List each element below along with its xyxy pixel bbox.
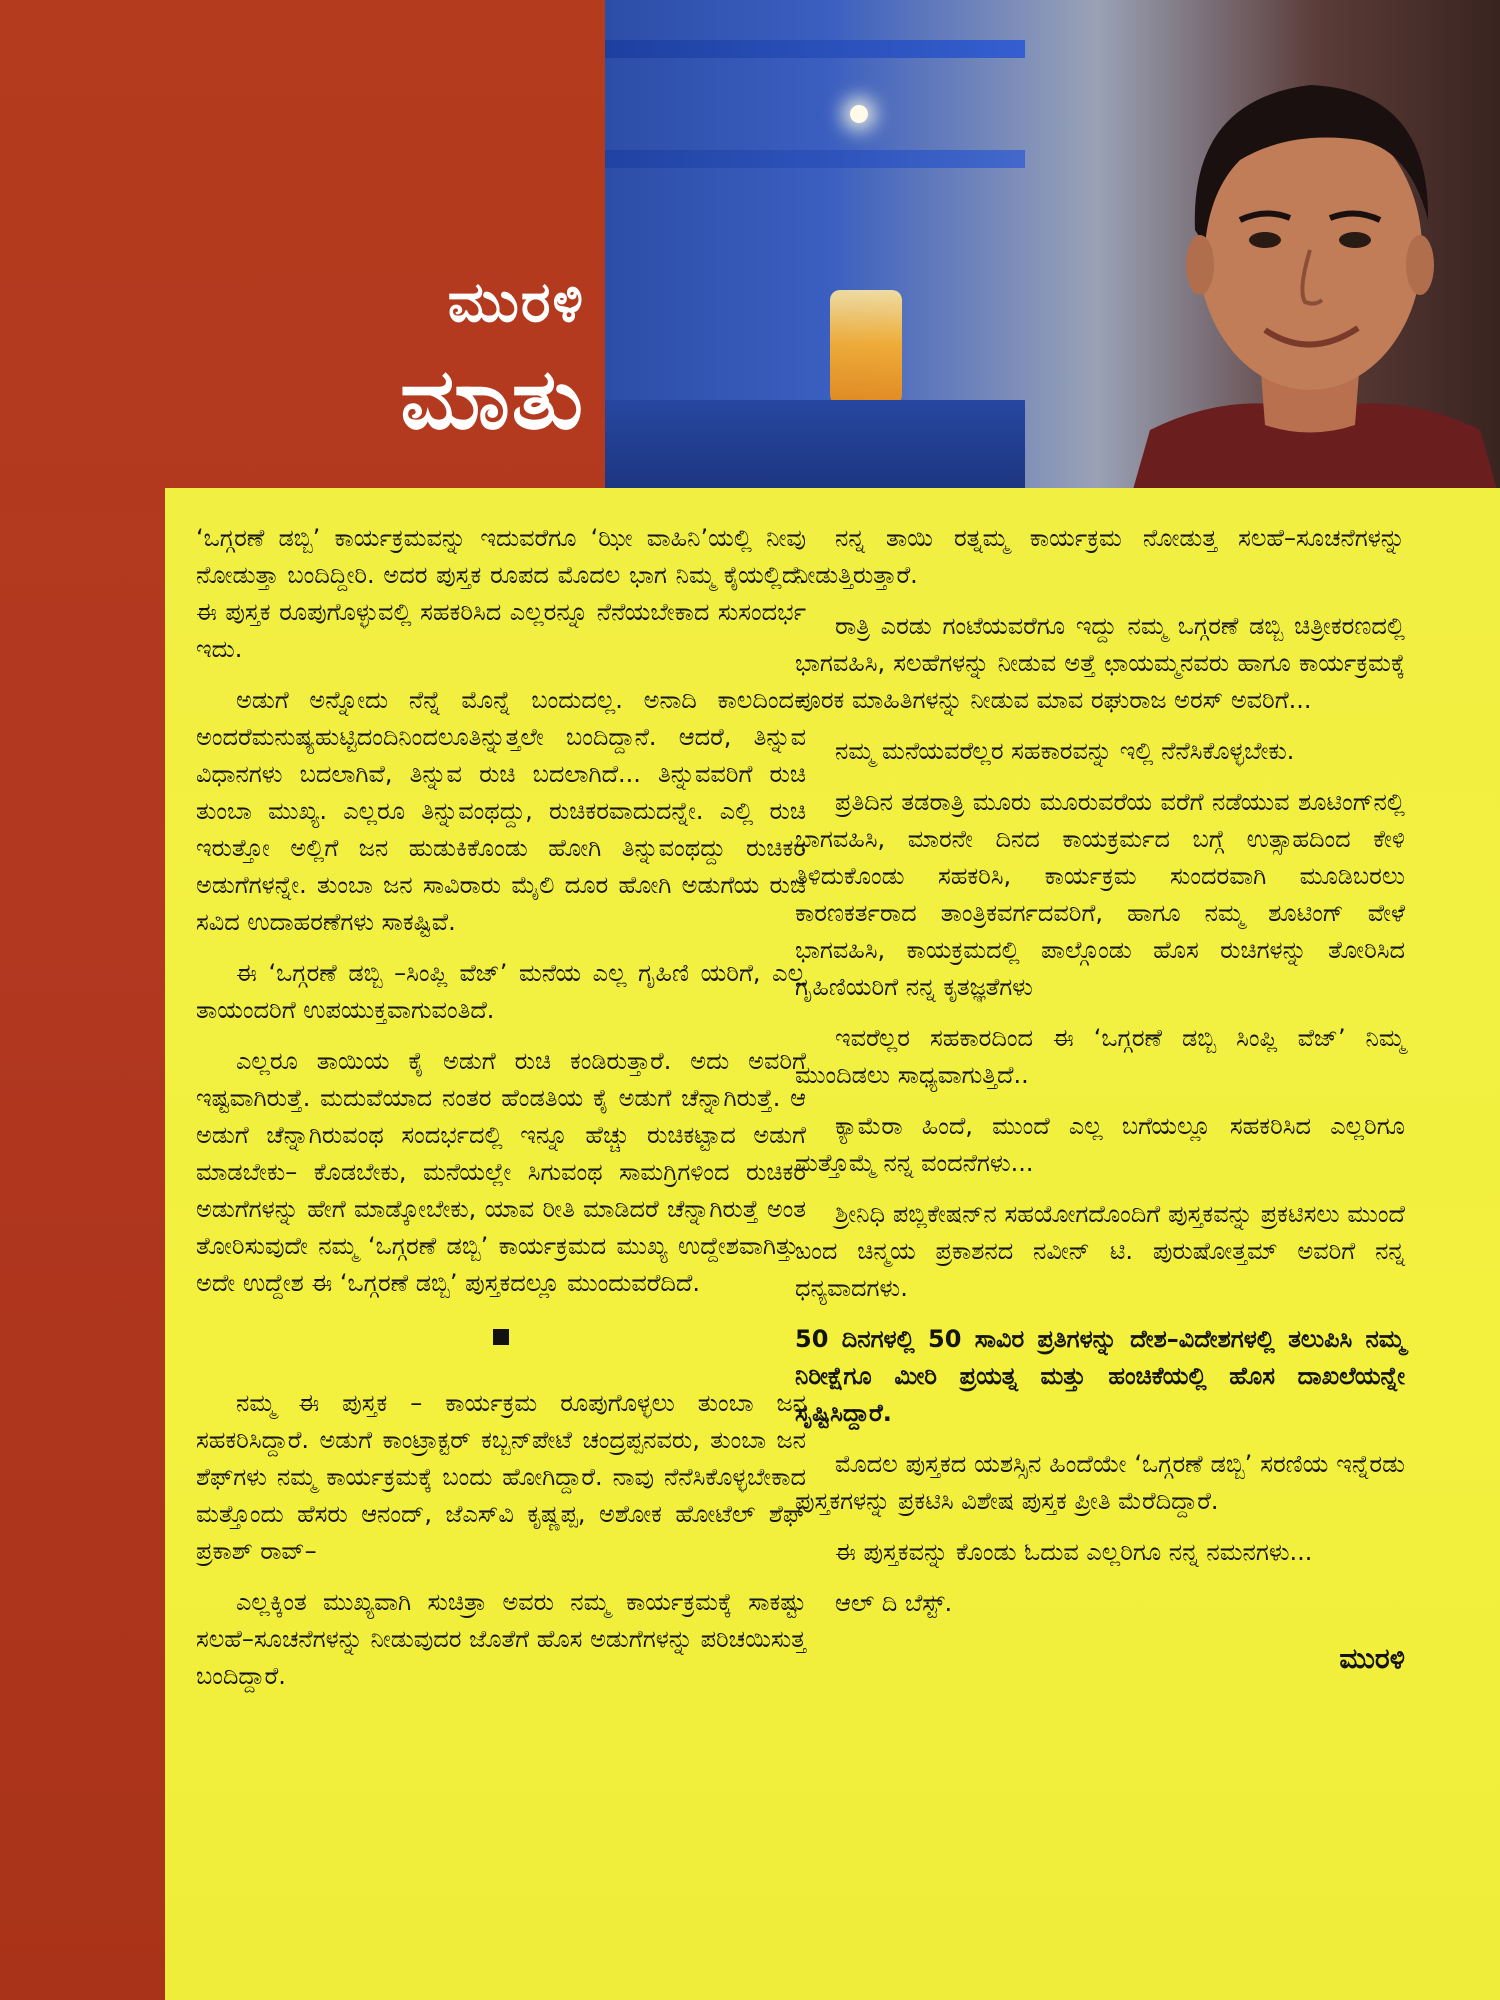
paragraph: ಎಲ್ಲರೂ ತಾಯಿಯ ಕೈ ಅಡುಗೆ ರುಚಿ ಕಂಡಿರುತ್ತಾರೆ. ಅದು ಅವರಿಗೆ ಇಷ್ಟವಾಗಿರುತ್ತೆ. ಮದುವೆಯಾದ ನಂತರ ಹೆಂಡತಿಯ ಕೈ ಅಡುಗೆ ಚೆನ್ನಾಗಿರುತ್ತೆ. ಆ ಅಡುಗೆ ಚೆನ್ನಾಗಿರುವಂಥ ಸಂದರ್ಭದಲ್ಲಿ ಇನ್ನೂ ಹೆಚ್ಚು ರುಚಿಕಟ್ಟಾದ ಅಡುಗೆ ಮಾಡಬೇಕು– ಕೊಡಬೇಕು, ಮನೆಯಲ್ಲೇ ಸಿಗುವಂಥ ಸಾಮಗ್ರಿಗಳಿಂದ ರುಚಿಕರ ಅಡುಗೆಗಳನ್ನು ಹೇಗೆ ಮಾಡ್ಕೋಬೇಕು, ಯಾವ ರೀತಿ ಮಾಡಿದರೆ ಚೆನ್ನಾಗಿರುತ್ತೆ ಅಂತ ತೋರಿಸುವುದೇ ನಮ್ಮ ‘ಒಗ್ಗರಣೆ ಡಬ್ಬಿ’ ಕಾರ್ಯಕ್ರಮದ ಮುಖ್ಯ ಉದ್ದೇಶವಾಗಿತ್ತು. ಅದೇ ಉದ್ದೇಶ ಈ ‘ಒಗ್ಗರಣೆ ಡಬ್ಬಿ’ ಪುಸ್ತಕದಲ್ಲೂ ಮುಂದುವರೆದಿದೆ. [196, 1047, 806, 1297]
paragraph: ‘ಒಗ್ಗರಣೆ ಡಬ್ಬಿ’ ಕಾರ್ಯಕ್ರಮವನ್ನು ಇದುವರೆಗೂ ‘ಝೀ ವಾಹಿನಿ’ಯಲ್ಲಿ ನೀವು ನೋಡುತ್ತಾ ಬಂದಿದ್ದೀರಿ. ಅದರ ಪುಸ್ತಕ ರೂಪದ ಮೊದಲ ಭಾಗ ನಿಮ್ಮ ಕೈಯಲ್ಲಿದೆ. ಈ ಪುಸ್ತಕ ರೂಪುಗೊಳ್ಳುವಲ್ಲಿ ಸಹಕರಿಸಿದ ಎಲ್ಲರನ್ನೂ ನೆನೆಯಬೇಕಾದ ಸುಸಂದರ್ಭ ಇದು. [196, 524, 806, 663]
paragraph: ಕ್ಯಾಮೆರಾ ಹಿಂದೆ, ಮುಂದೆ ಎಲ್ಲ ಬಗೆಯಲ್ಲೂ ಸಹಕರಿಸಿದ ಎಲ್ಲರಿಗೂ ಮತ್ತೊಮ್ಮೆ ನನ್ನ ವಂದನೆಗಳು... [795, 1112, 1405, 1177]
section-divider [196, 1320, 806, 1357]
paragraph: ನಮ್ಮ ಮನೆಯವರೆಲ್ಲರ ಸಹಕಾರವನ್ನು ಇಲ್ಲಿ ನೆನೆಸಿಕೊಳ್ಳಬೇಕು. [835, 737, 1295, 765]
counter-decor [605, 400, 1025, 488]
paragraph: ರಾತ್ರಿ ಎರಡು ಗಂಟೆಯವರೆಗೂ ಇದ್ದು ನಮ್ಮ ಒಗ್ಗರಣೆ ಡಬ್ಬಿ ಚಿತ್ರೀಕರಣದಲ್ಲಿ ಭಾಗವಹಿಸಿ, ಸಲಹೆಗಳನ್ನು ನೀಡುವ ಅತ್ತೆ ಛಾಯಮ್ಮನವರು ಹಾಗೂ ಕಾರ್ಯಕ್ರಮಕ್ಕೆ ಪೂರಕ ಮಾಹಿತಿಗಳನ್ನು ನೀಡುವ ಮಾವ ರಘುರಾಜ ಅರಸ್ ಅವರಿಗೆ... [795, 612, 1405, 714]
page-title-line2: ಮಾತು [400, 350, 585, 448]
shelf-decor [605, 40, 1025, 58]
portrait-photo [605, 0, 1500, 488]
paragraph: ಇವರೆಲ್ಲರ ಸಹಕಾರದಿಂದ ಈ ‘ಒಗ್ಗರಣೆ ಡಬ್ಬಿ ಸಿಂಪ್ಲಿ ವೆಜ್’ ನಿಮ್ಮ ಮುಂದಿಡಲು ಸಾಧ್ಯವಾಗುತ್ತಿದೆ.. [795, 1024, 1405, 1089]
ceiling-light [850, 105, 868, 123]
right-text-column [795, 520, 1405, 1677]
paragraph: ಈ ‘ಒಗ್ಗರಣೆ ಡಬ್ಬಿ –ಸಿಂಪ್ಲಿ ವೆಜ್’ ಮನೆಯ ಎಲ್ಲ ಗೃಹಿಣಿ ಯರಿಗೆ, ಎಲ್ಲ ತಾಯಂದರಿಗೆ ಉಪಯುಕ್ತವಾಗುವಂತಿದೆ. [196, 959, 806, 1024]
paragraph: ಅಡುಗೆ ಅನ್ನೋದು ನೆನ್ನೆ ಮೊನ್ನೆ ಬಂದುದಲ್ಲ. ಅನಾದಿ ಕಾಲದಿಂದ–ಅಂದರೆಮನುಷ್ಯಹುಟ್ಟಿದಂದಿನಿಂದಲೂತಿನ್ನುತ್ತಲೇ ಬಂದಿದ್ದಾನೆ. ಆದರೆ, ತಿನ್ನುವ ವಿಧಾನಗಳು ಬದಲಾಗಿವೆ, ತಿನ್ನುವ ರುಚಿ ಬದಲಾಗಿದೆ... ತಿನ್ನುವವರಿಗೆ ರುಚಿ ತುಂಬಾ ಮುಖ್ಯ. ಎಲ್ಲರೂ ತಿನ್ನುವಂಥದ್ದು, ರುಚಿಕರವಾದುದನ್ನೇ. ಎಲ್ಲಿ ರುಚಿ ಇರುತ್ತೋ ಅಲ್ಲಿಗೆ ಜನ ಹುಡುಕಿಕೊಂಡು ಹೋಗಿ ತಿನ್ನುವಂಥದ್ದು ರುಚಿಕರ ಅಡುಗೆಗಳನ್ನೇ. ತುಂಬಾ ಜನ ಸಾವಿರಾರು ಮೈಲಿ ದೂರ ಹೋಗಿ ಅಡುಗೆಯ ರುಚಿ ಸವಿದ ಉದಾಹರಣೆಗಳು ಸಾಕಷ್ಟಿವೆ. [196, 686, 806, 936]
page-title-line1: ಮುರಳಿ [447, 270, 585, 335]
juice-glass [830, 290, 902, 410]
paragraph: ಶ್ರೀನಿಧಿ ಪಬ್ಲಿಕೇಷನ್‌ನ ಸಹಯೋಗದೊಂದಿಗೆ ಪುಸ್ತಕವನ್ನು ಪ್ರಕಟಿಸಲು ಮುಂದೆ ಬಂದ ಚಿನ್ಮಯ ಪ್ರಕಾಶನದ ನವೀನ್ ಟಿ. ಪುರುಷೋತ್ತಮ್ ಅವರಿಗೆ ನನ್ನ ಧನ್ಯವಾದಗಳು. [795, 1200, 1405, 1302]
square-bullet-icon [493, 1329, 509, 1345]
paragraph: ಆಲ್ ದಿ ಬೆಸ್ಟ್. [835, 1589, 953, 1617]
man-portrait-icon [1110, 30, 1500, 488]
shelf-decor [605, 150, 1025, 168]
paragraph: ನಮ್ಮ ಈ ಪುಸ್ತಕ – ಕಾರ್ಯಕ್ರಮ ರೂಪುಗೊಳ್ಳಲು ತುಂಬಾ ಜನ ಸಹಕರಿಸಿದ್ದಾರೆ. ಅಡುಗೆ ಕಾಂಟ್ರಾಕ್ಟರ್ ಕಬ್ಬನ್‌ಪೇಟೆ ಚಂದ್ರಪ್ಪನವರು, ತುಂಬಾ ಜನ ಶೆಫ್‌ಗಳು ನಮ್ಮ ಕಾರ್ಯಕ್ರಮಕ್ಕೆ ಬಂದು ಹೋಗಿದ್ದಾರೆ. ನಾವು ನೆನೆಸಿಕೊಳ್ಳಬೇಕಾದ ಮತ್ತೊಂದು ಹೆಸರು ಆನಂದ್, ಜೆಎಸ್‌ವಿ ಕೃಷ್ಣಪ್ಪ, ಅಶೋಕ ಹೋಟೆಲ್ ಶೆಫ್ ಪ್ರಕಾಶ್ ರಾವ್– [196, 1389, 806, 1565]
paragraph: ಪ್ರತಿದಿನ ತಡರಾತ್ರಿ ಮೂರು ಮೂರುವರೆಯ ವರೆಗೆ ನಡೆಯುವ ಶೂಟಿಂಗ್‌ನಲ್ಲಿ ಭಾಗವಹಿಸಿ, ಮಾರನೇ ದಿನದ ಕಾಯಕ್ರರ್ಮದ ಬಗ್ಗೆ ಉತ್ಸಾಹದಿಂದ ಕೇಳಿ ತಿಳಿದುಕೊಂಡು ಸಹಕರಿಸಿ, ಕಾರ್ಯಕ್ರಮ ಸುಂದರವಾಗಿ ಮೂಡಿಬರಲು ಕಾರಣಕರ್ತರಾದ ತಾಂತ್ರಿಕವರ್ಗದವರಿಗೆ, ಹಾಗೂ ನಮ್ಮ ಶೂಟಿಂಗ್ ವೇಳೆ ಭಾಗವಹಿಸಿ, ಕಾಯಕ್ರಮದಲ್ಲಿ ಪಾಲ್ಗೊಂಡು ಹೊಸ ರುಚಿಗಳನ್ನು ತೋರಿಸಿದ ಗೃಹಿಣಿಯರಿಗೆ ನನ್ನ ಕೃತಜ್ಞತೆಗಳು [795, 788, 1405, 1001]
paragraph: ಈ ಪುಸ್ತಕವನ್ನು ಕೊಂಡು ಓದುವ ಎಲ್ಲರಿಗೂ ನನ್ನ ನಮನಗಳು... [835, 1538, 1313, 1566]
left-text-column [196, 520, 806, 1709]
paragraph: ಎಲ್ಲಕ್ಕಿಂತ ಮುಖ್ಯವಾಗಿ ಸುಚಿತ್ರಾ ಅವರು ನಮ್ಮ ಕಾರ್ಯಕ್ರಮಕ್ಕೆ ಸಾಕಷ್ಟು ಸಲಹೆ–ಸೂಚನೆಗಳನ್ನು ನೀಡುವುದರ ಜೊತೆಗೆ ಹೊಸ ಅಡುಗೆಗಳನ್ನು ಪರಿಚಯಿಸುತ್ತ ಬಂದಿದ್ದಾರೆ. [196, 1588, 806, 1690]
bold-paragraph: 50 ದಿನಗಳಲ್ಲಿ 50 ಸಾವಿರ ಪ್ರತಿಗಳನ್ನು ದೇಶ–ವಿದೇಶಗಳಲ್ಲಿ ತಲುಪಿಸಿ ನಮ್ಮ ನಿರೀಕ್ಷೆಗೂ ಮೀರಿ ಪ್ರಯತ್ನ ಮತ್ತು ಹಂಚಿಕೆಯಲ್ಲಿ ಹೊಸ ದಾಖಲೆಯನ್ನೇ ಸೃಷ್ಟಿಸಿದ್ದಾರೆ. [795, 1325, 1405, 1427]
signature: ಮುರಳಿ [1339, 1642, 1405, 1675]
paragraph: ನನ್ನ ತಾಯಿ ರತ್ನಮ್ಮ ಕಾರ್ಯಕ್ರಮ ನೋಡುತ್ತ ಸಲಹೆ–ಸೂಚನೆಗಳನ್ನು ನೀಡುತ್ತಿರುತ್ತಾರೆ. [795, 524, 1405, 589]
paragraph: ಮೊದಲ ಪುಸ್ತಕದ ಯಶಸ್ಸಿನ ಹಿಂದೆಯೇ ‘ಒಗ್ಗರಣೆ ಡಬ್ಬಿ’ ಸರಣಿಯ ಇನ್ನೆರಡು ಪುಸ್ತಕಗಳನ್ನು ಪ್ರಕಟಿಸಿ ವಿಶೇಷ ಪುಸ್ತಕ ಪ್ರೀತಿ ಮೆರೆದಿದ್ದಾರೆ. [795, 1450, 1405, 1515]
